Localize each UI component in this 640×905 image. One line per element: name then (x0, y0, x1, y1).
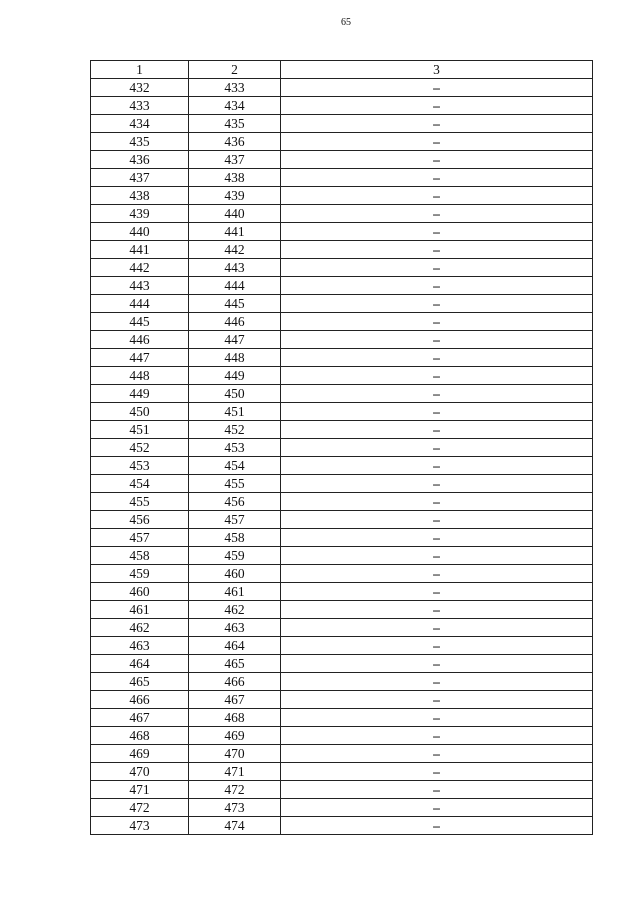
table-cell-col2: 454 (189, 457, 281, 475)
table-cell-col3: – (281, 493, 593, 511)
table-cell-col2: 464 (189, 637, 281, 655)
table-cell-col1: 466 (91, 691, 189, 709)
table-cell-col3: – (281, 763, 593, 781)
table-header-row (91, 61, 593, 79)
column-header-2: 2 (189, 61, 281, 79)
table-row (91, 223, 593, 241)
table-cell-col3: – (281, 295, 593, 313)
table-row (91, 817, 593, 835)
table-cell-col2: 446 (189, 313, 281, 331)
table-cell-col2: 444 (189, 277, 281, 295)
table-cell-col1: 459 (91, 565, 189, 583)
table-cell-col1: 469 (91, 745, 189, 763)
table-row (91, 691, 593, 709)
table-cell-col3: – (281, 115, 593, 133)
table-cell-col1: 464 (91, 655, 189, 673)
table-cell-col3: – (281, 691, 593, 709)
table-cell-col2: 460 (189, 565, 281, 583)
table-cell-col2: 474 (189, 817, 281, 835)
table-cell-col1: 441 (91, 241, 189, 259)
table-row (91, 79, 593, 97)
table-cell-col1: 454 (91, 475, 189, 493)
table-cell-col3: – (281, 151, 593, 169)
table-cell-col3: – (281, 673, 593, 691)
table-row (91, 277, 593, 295)
table-row (91, 511, 593, 529)
table-cell-col3: – (281, 529, 593, 547)
table-cell-col1: 461 (91, 601, 189, 619)
table-row (91, 529, 593, 547)
table-cell-col1: 472 (91, 799, 189, 817)
table-row (91, 403, 593, 421)
table-cell-col1: 463 (91, 637, 189, 655)
table-row (91, 133, 593, 151)
table-body (91, 61, 593, 835)
table-cell-col2: 439 (189, 187, 281, 205)
table-cell-col1: 448 (91, 367, 189, 385)
table-cell-col3: – (281, 331, 593, 349)
table-cell-col3: – (281, 799, 593, 817)
table-cell-col1: 453 (91, 457, 189, 475)
table-cell-col1: 458 (91, 547, 189, 565)
table-cell-col2: 456 (189, 493, 281, 511)
table-cell-col3: – (281, 223, 593, 241)
table-row (91, 565, 593, 583)
table-cell-col3: – (281, 439, 593, 457)
table-cell-col3: – (281, 97, 593, 115)
table-cell-col2: 452 (189, 421, 281, 439)
table-cell-col1: 443 (91, 277, 189, 295)
table-cell-col3: – (281, 79, 593, 97)
table-row (91, 259, 593, 277)
table-row (91, 187, 593, 205)
table-cell-col2: 470 (189, 745, 281, 763)
table-cell-col1: 445 (91, 313, 189, 331)
table-cell-col3: – (281, 655, 593, 673)
table-cell-col1: 452 (91, 439, 189, 457)
table-cell-col2: 443 (189, 259, 281, 277)
table-cell-col1: 467 (91, 709, 189, 727)
table-cell-col3: – (281, 457, 593, 475)
table-cell-col3: – (281, 241, 593, 259)
table-row (91, 439, 593, 457)
table-row (91, 97, 593, 115)
table-row (91, 367, 593, 385)
table-cell-col1: 447 (91, 349, 189, 367)
table-row (91, 763, 593, 781)
table-cell-col1: 455 (91, 493, 189, 511)
table-cell-col2: 447 (189, 331, 281, 349)
table-cell-col3: – (281, 259, 593, 277)
table-cell-col3: – (281, 313, 593, 331)
table-cell-col1: 432 (91, 79, 189, 97)
table-cell-col1: 436 (91, 151, 189, 169)
table-cell-col3: – (281, 349, 593, 367)
table-row (91, 151, 593, 169)
column-header-3: 3 (281, 61, 593, 79)
table-cell-col2: 468 (189, 709, 281, 727)
table-row (91, 745, 593, 763)
table-row (91, 799, 593, 817)
table-cell-col2: 451 (189, 403, 281, 421)
table-cell-col1: 438 (91, 187, 189, 205)
table-cell-col2: 471 (189, 763, 281, 781)
table-cell-col1: 437 (91, 169, 189, 187)
table-row (91, 655, 593, 673)
table-cell-col1: 444 (91, 295, 189, 313)
table-cell-col3: – (281, 169, 593, 187)
table-cell-col2: 442 (189, 241, 281, 259)
table-cell-col1: 456 (91, 511, 189, 529)
table-row (91, 547, 593, 565)
table-cell-col2: 433 (189, 79, 281, 97)
table-cell-col2: 438 (189, 169, 281, 187)
table-row (91, 457, 593, 475)
table-row (91, 421, 593, 439)
table-cell-col1: 468 (91, 727, 189, 745)
table-cell-col1: 434 (91, 115, 189, 133)
table-cell-col2: 437 (189, 151, 281, 169)
table-row (91, 583, 593, 601)
table-cell-col2: 434 (189, 97, 281, 115)
table-row (91, 619, 593, 637)
table-row (91, 475, 593, 493)
table-row (91, 295, 593, 313)
table-row (91, 385, 593, 403)
table-cell-col2: 449 (189, 367, 281, 385)
table-cell-col3: – (281, 511, 593, 529)
data-table (90, 60, 593, 835)
table-cell-col2: 436 (189, 133, 281, 151)
table-cell-col1: 450 (91, 403, 189, 421)
page-number: 65 (341, 17, 351, 28)
table-row (91, 115, 593, 133)
table-cell-col3: – (281, 133, 593, 151)
table-cell-col3: – (281, 187, 593, 205)
table-row (91, 601, 593, 619)
table-row (91, 493, 593, 511)
table-cell-col3: – (281, 745, 593, 763)
table-row (91, 781, 593, 799)
table-cell-col2: 453 (189, 439, 281, 457)
table-cell-col1: 440 (91, 223, 189, 241)
table-cell-col3: – (281, 277, 593, 295)
table-cell-col2: 467 (189, 691, 281, 709)
table-cell-col2: 450 (189, 385, 281, 403)
table-cell-col1: 449 (91, 385, 189, 403)
table-cell-col1: 473 (91, 817, 189, 835)
table-cell-col2: 458 (189, 529, 281, 547)
column-header-1: 1 (91, 61, 189, 79)
table-cell-col2: 440 (189, 205, 281, 223)
table-cell-col1: 462 (91, 619, 189, 637)
table-cell-col2: 445 (189, 295, 281, 313)
table-row (91, 169, 593, 187)
table-cell-col2: 473 (189, 799, 281, 817)
table-cell-col1: 465 (91, 673, 189, 691)
table-cell-col2: 459 (189, 547, 281, 565)
table-row (91, 313, 593, 331)
table-cell-col1: 433 (91, 97, 189, 115)
table-cell-col1: 442 (91, 259, 189, 277)
table-cell-col2: 465 (189, 655, 281, 673)
table-cell-col3: – (281, 781, 593, 799)
table-cell-col3: – (281, 475, 593, 493)
table-cell-col3: – (281, 709, 593, 727)
table-cell-col3: – (281, 619, 593, 637)
table-cell-col3: – (281, 565, 593, 583)
table-cell-col1: 451 (91, 421, 189, 439)
table-cell-col2: 457 (189, 511, 281, 529)
table-cell-col2: 455 (189, 475, 281, 493)
table-cell-col2: 469 (189, 727, 281, 745)
table-cell-col2: 466 (189, 673, 281, 691)
table-cell-col3: – (281, 601, 593, 619)
table-cell-col3: – (281, 403, 593, 421)
table-cell-col1: 457 (91, 529, 189, 547)
table-row (91, 709, 593, 727)
table-row (91, 727, 593, 745)
table-cell-col2: 461 (189, 583, 281, 601)
table-row (91, 673, 593, 691)
table-row (91, 241, 593, 259)
table-cell-col2: 462 (189, 601, 281, 619)
table-cell-col3: – (281, 367, 593, 385)
table-cell-col1: 471 (91, 781, 189, 799)
table-cell-col3: – (281, 421, 593, 439)
table-cell-col3: – (281, 637, 593, 655)
table-row (91, 205, 593, 223)
table-cell-col1: 439 (91, 205, 189, 223)
table-cell-col3: – (281, 727, 593, 745)
table-row (91, 331, 593, 349)
table-cell-col1: 446 (91, 331, 189, 349)
table-cell-col3: – (281, 547, 593, 565)
table-row (91, 637, 593, 655)
table-cell-col1: 460 (91, 583, 189, 601)
table-row (91, 349, 593, 367)
table-cell-col1: 470 (91, 763, 189, 781)
table-cell-col1: 435 (91, 133, 189, 151)
table-cell-col2: 472 (189, 781, 281, 799)
table-cell-col2: 441 (189, 223, 281, 241)
table-cell-col3: – (281, 583, 593, 601)
table-cell-col3: – (281, 205, 593, 223)
table-cell-col3: – (281, 385, 593, 403)
table-cell-col2: 463 (189, 619, 281, 637)
table-cell-col2: 448 (189, 349, 281, 367)
table-cell-col2: 435 (189, 115, 281, 133)
table-cell-col3: – (281, 817, 593, 835)
